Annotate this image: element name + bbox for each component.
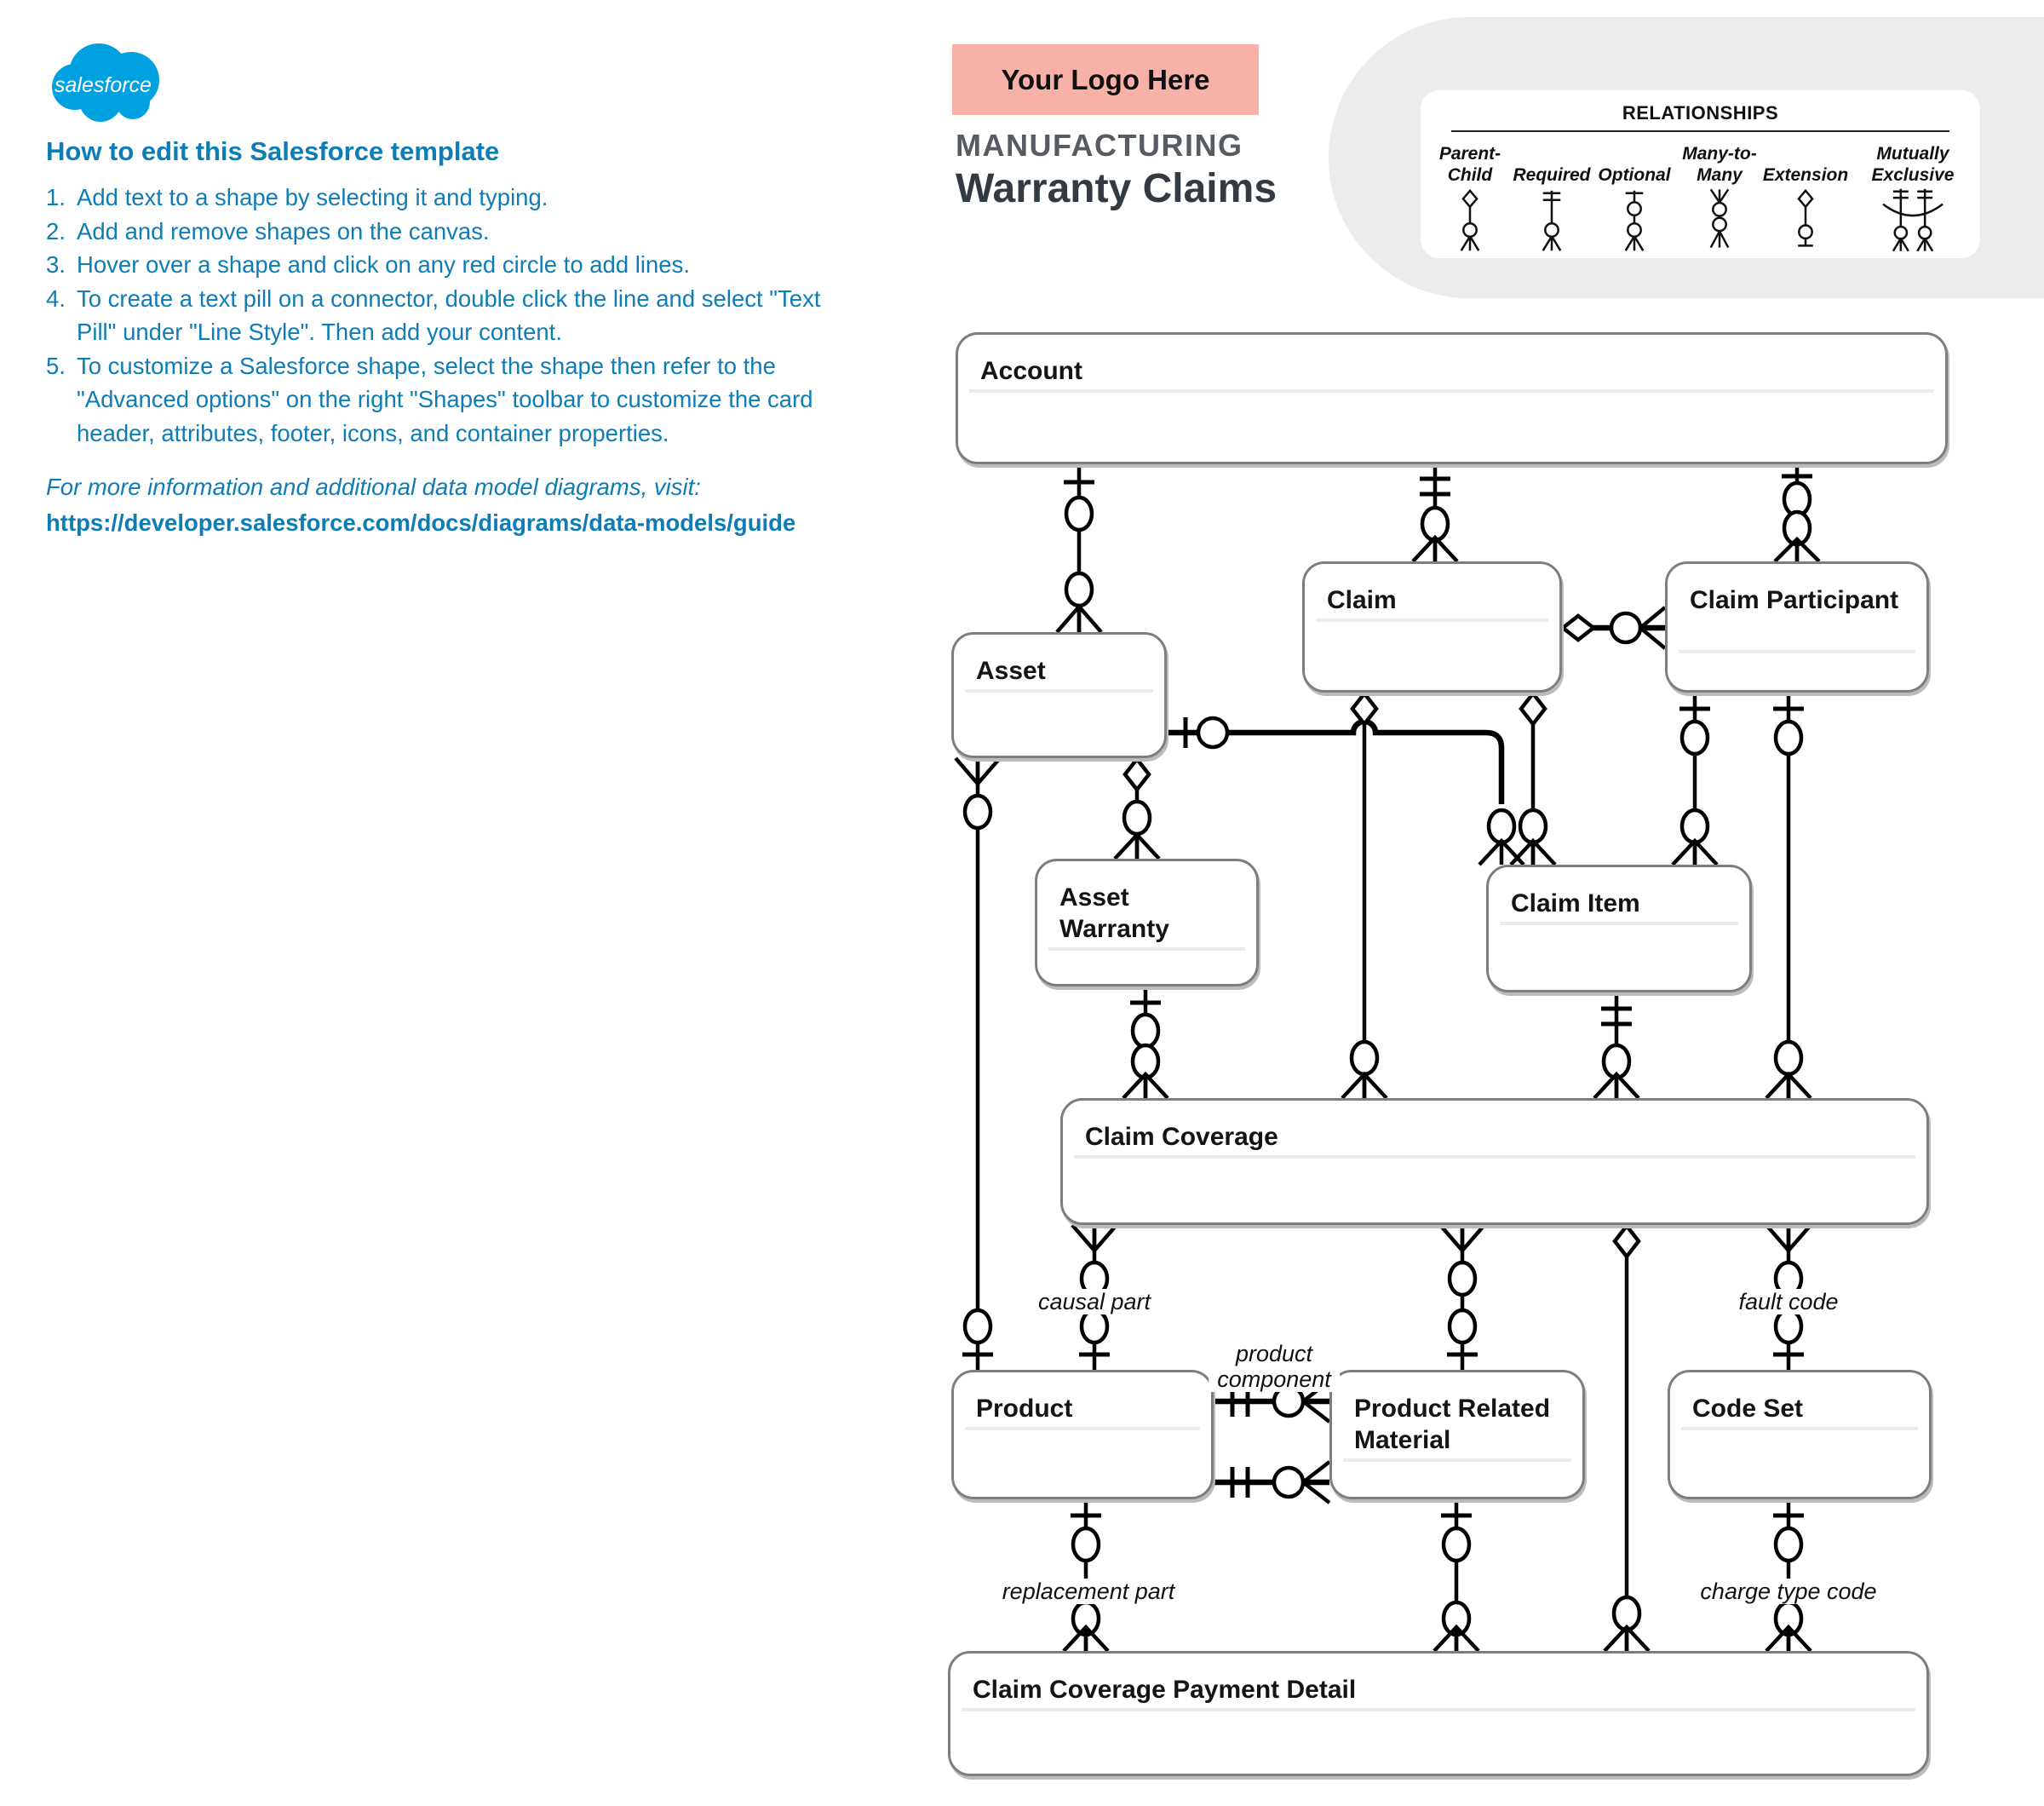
connector-account-claim-participant[interactable] [1775,464,1819,561]
connector-product-product-related-material-bottom[interactable] [1214,1462,1329,1503]
entity-title: Claim Item [1511,889,1640,917]
pill-charge-type-code[interactable]: charge type code [1691,1579,1885,1604]
instruction-step: 1. Add text to a shape by selecting it and typing. [46,184,548,210]
entity-title: Claim Coverage [1085,1123,1278,1151]
entity-title: Claim Coverage Payment Detail [973,1676,1357,1704]
entity-title: Code Set [1692,1395,1804,1423]
legend-item-mutually-exclusive: Mutually Exclusive [1857,140,1969,254]
instruction-step: 5. To customize a Salesforce shape, select the shape then refer to the "Advanced options" on the right "Shapes" toolbar to customize the card header, attributes, footer, icons, and container properties. [46,352,813,446]
legend-item-optional: Optional [1595,140,1674,254]
legend-item-parent-child: Parent- Child [1432,140,1508,254]
instruction-step: 4. To create a text pill on a connector, double click the line and select "Text Pill" under "Line Style". Then add your content. [46,285,821,345]
connector-claim-participant-claim-coverage[interactable] [1766,693,1811,1098]
connector-claim-claim-item[interactable] [1511,693,1555,865]
entity-claim-item[interactable] [1486,865,1752,992]
legend-item-required: Required [1513,140,1591,254]
entity-code-set[interactable] [1668,1370,1932,1499]
pill-causal-part[interactable]: causal part [1030,1289,1159,1314]
entity-separator [969,389,1934,393]
diagram-title: Warranty Claims [956,166,1278,211]
entity-asset[interactable] [951,632,1167,758]
connector-claim-participant-claim-item[interactable] [1673,693,1717,865]
entity-claim-coverage[interactable] [1060,1098,1929,1225]
entity-product-related-material[interactable] [1329,1370,1585,1499]
salesforce-logo-text: salesforce [55,73,152,97]
instruction-step: 2. Add and remove shapes on the canvas. [46,217,490,244]
legend-item-many-to-many: Many-to- Many [1678,140,1761,254]
instructions-title: How to edit this Salesforce template [46,136,500,166]
connector-product-payment-detail[interactable] [1064,1499,1108,1651]
entity-title: Product [976,1395,1073,1423]
connector-asset-warranty-claim-coverage[interactable] [1123,986,1168,1098]
instruction-step: 3. Hover over a shape and click on any red circle to add lines. [46,251,690,278]
entity-separator [1679,650,1915,653]
entity-title: Asset Warranty [1059,883,1169,943]
more-info-note: For more information and additional data model diagrams, visit: [46,474,701,500]
entity-separator [965,1427,1200,1430]
entity-title: Product Related Material [1354,1395,1551,1454]
connector-claim-claim-participant[interactable] [1562,607,1665,648]
entity-title: Claim [1327,586,1397,614]
connector-account-asset[interactable] [1057,464,1101,632]
legend-item-extension: Extension [1763,140,1848,254]
connector-asset-claim-item[interactable] [1167,717,1524,865]
legend-title: RELATIONSHIPS [1622,102,1779,124]
entity-separator [1048,947,1245,951]
connector-claim-item-claim-coverage[interactable] [1594,992,1639,1098]
entity-separator [1681,1427,1918,1430]
entity-claim-participant[interactable] [1665,561,1929,693]
entity-separator [965,689,1153,693]
entity-product[interactable] [951,1370,1214,1499]
connector-claim-claim-coverage[interactable] [1342,693,1387,1098]
entity-title: Account [980,357,1082,385]
entity-claim-coverage-payment-detail[interactable] [948,1651,1929,1776]
connector-asset-asset-warranty[interactable] [1115,758,1159,859]
entity-claim[interactable] [1302,561,1562,693]
entity-account[interactable] [956,332,1948,464]
pill-replacement-part[interactable]: replacement part [994,1579,1184,1604]
diagram-category: MANUFACTURING [956,128,1243,163]
entity-separator [1316,618,1548,622]
data-models-guide-link[interactable]: https://developer.salesforce.com/docs/diagrams/data-models/guide [46,509,796,536]
entity-asset-warranty[interactable] [1035,859,1259,986]
entity-separator [962,1708,1915,1711]
entity-separator [1343,1458,1571,1462]
logo-placeholder[interactable]: Your Logo Here [952,44,1259,115]
pill-fault-code[interactable]: fault code [1730,1289,1846,1314]
connector-account-claim[interactable] [1413,464,1457,561]
entity-title: Claim Participant [1690,586,1899,614]
connector-claim-coverage-product-related-material[interactable] [1440,1225,1484,1370]
connector-asset-product[interactable] [956,758,1000,1370]
connector-claim-coverage-payment-detail[interactable] [1605,1226,1649,1651]
entity-title: Asset [976,657,1046,685]
entity-separator [1074,1155,1915,1159]
connector-code-set-payment-detail[interactable] [1766,1499,1811,1651]
pill-product-component[interactable]: product component [1209,1341,1340,1392]
connector-product-related-material-payment-detail[interactable] [1434,1499,1478,1651]
entity-separator [1500,922,1738,925]
